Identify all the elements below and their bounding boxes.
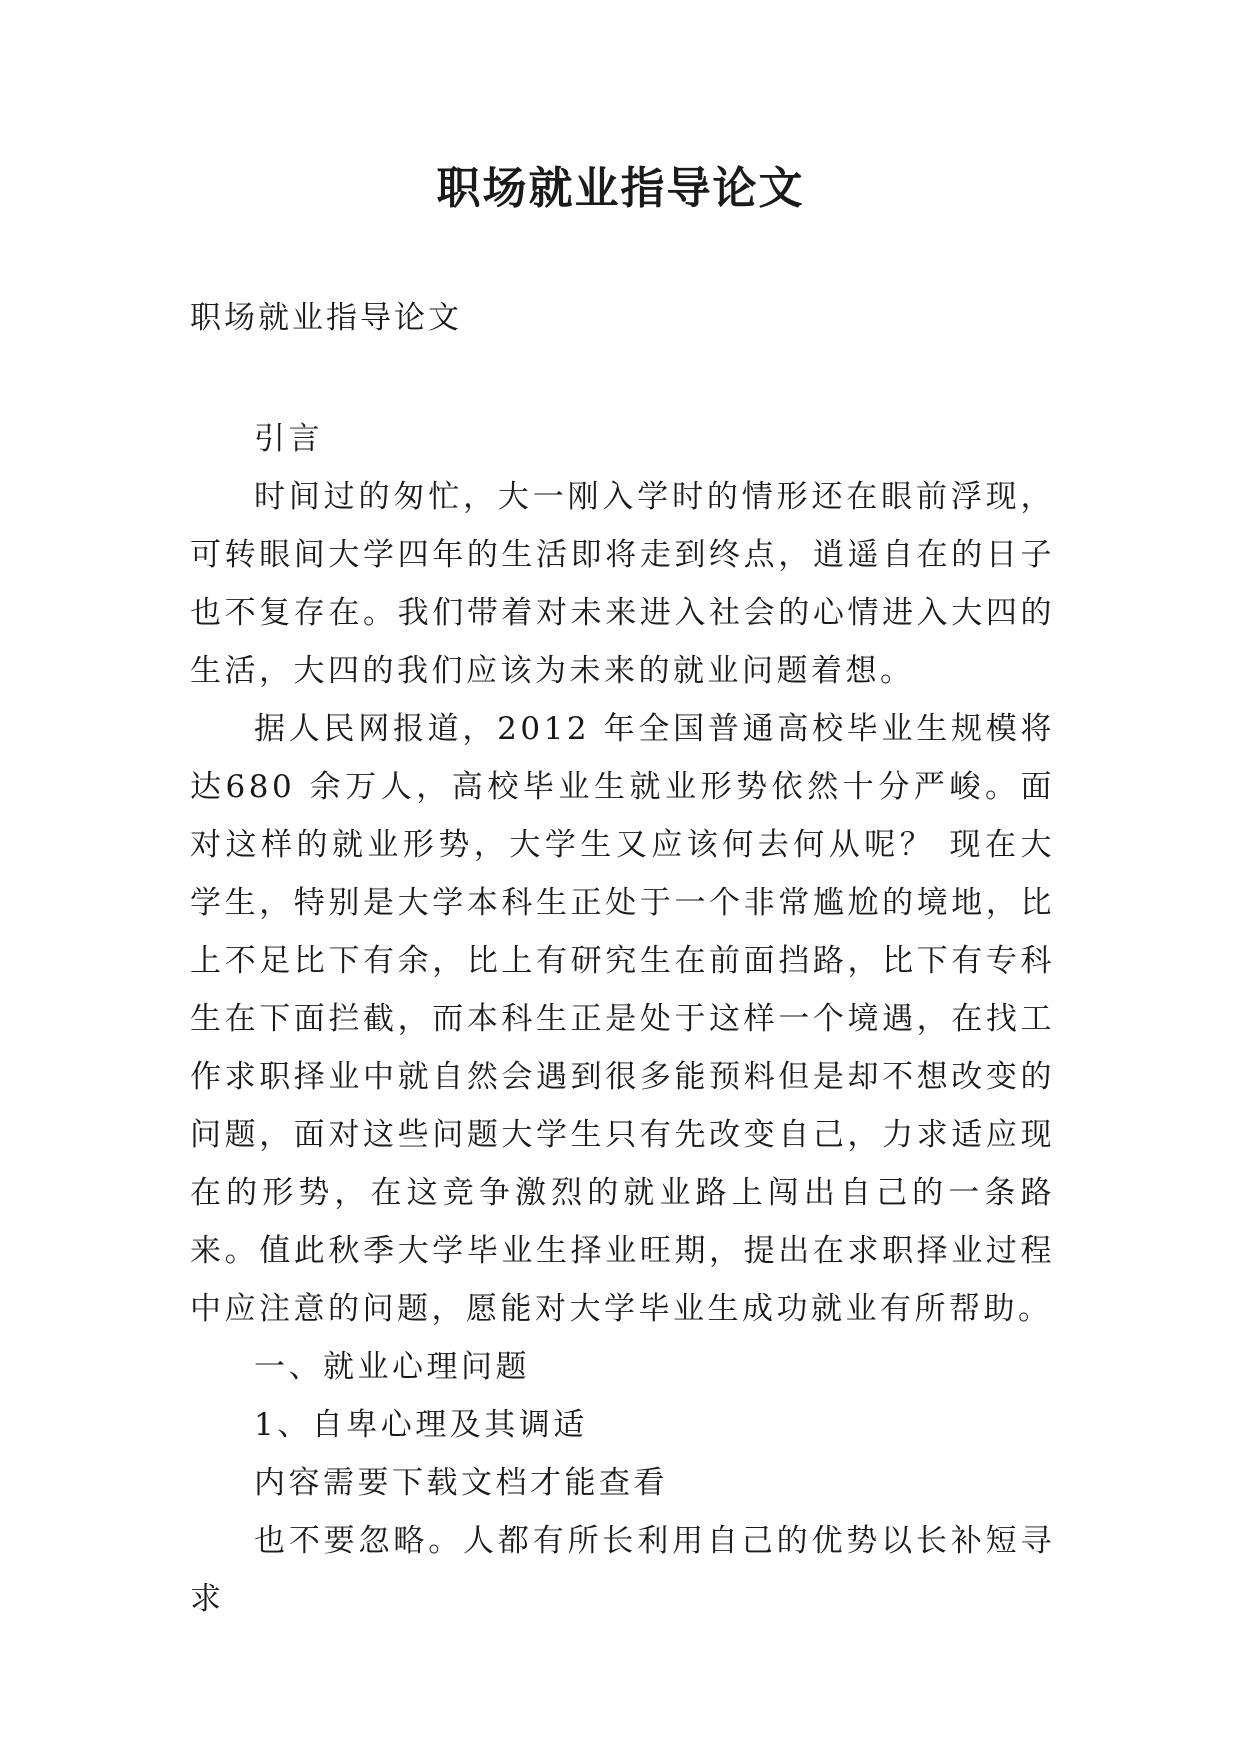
paragraph: 时间过的匆忙，大一刚入学时的情形还在眼前浮现，可转眼间大学四年的生活即将走到终点，逍遥自在的日子也不复存在。我们带着对未来进入社会的心情进入大四的生活，大四的我们应该为未来的就业问题着想。 — [190, 479, 1055, 689]
paragraph: 也不要忽略。人都有所长利用自己的优势以长补短寻求 — [190, 1523, 1055, 1617]
document-subtitle: 职场就业指导论文 — [190, 300, 462, 336]
document-title: 职场就业指导论文 — [436, 163, 805, 214]
section-heading: 一、就业心理问题 — [254, 1349, 530, 1385]
document-body — [190, 410, 1055, 1628]
paragraph: 据人民网报道，2012 年全国普通高校毕业生规模将达680 余万人，高校毕业生就业形势依然十分严峻。面对这样的就业形势，大学生又应该何去何从呢？ 现在大学生，特别是大学本科生正处于一个非常尴尬的境地，比上不足比下有余，比上有研究生在前面挡路，比下有专科生在下面拦截，而本科生正是处于这样一个境遇，在找工作求职择业中就自然会遇到很多能预料但是却不想改变的问题，面对这些问题大学生只有先改变自己，力求适应现在的形势，在这竞争激烈的就业路上闯出自己的一条路来。值此秋季大学毕业生择业旺期，提出在求职择业过程中应注意的问题，愿能对大学毕业生成功就业有所帮助。 — [190, 711, 1055, 1327]
download-notice: 内容需要下载文档才能查看 — [254, 1465, 668, 1501]
paragraph-introduction-heading: 引言 — [254, 421, 323, 457]
subsection-heading: 1、自卑心理及其调适 — [254, 1407, 588, 1443]
